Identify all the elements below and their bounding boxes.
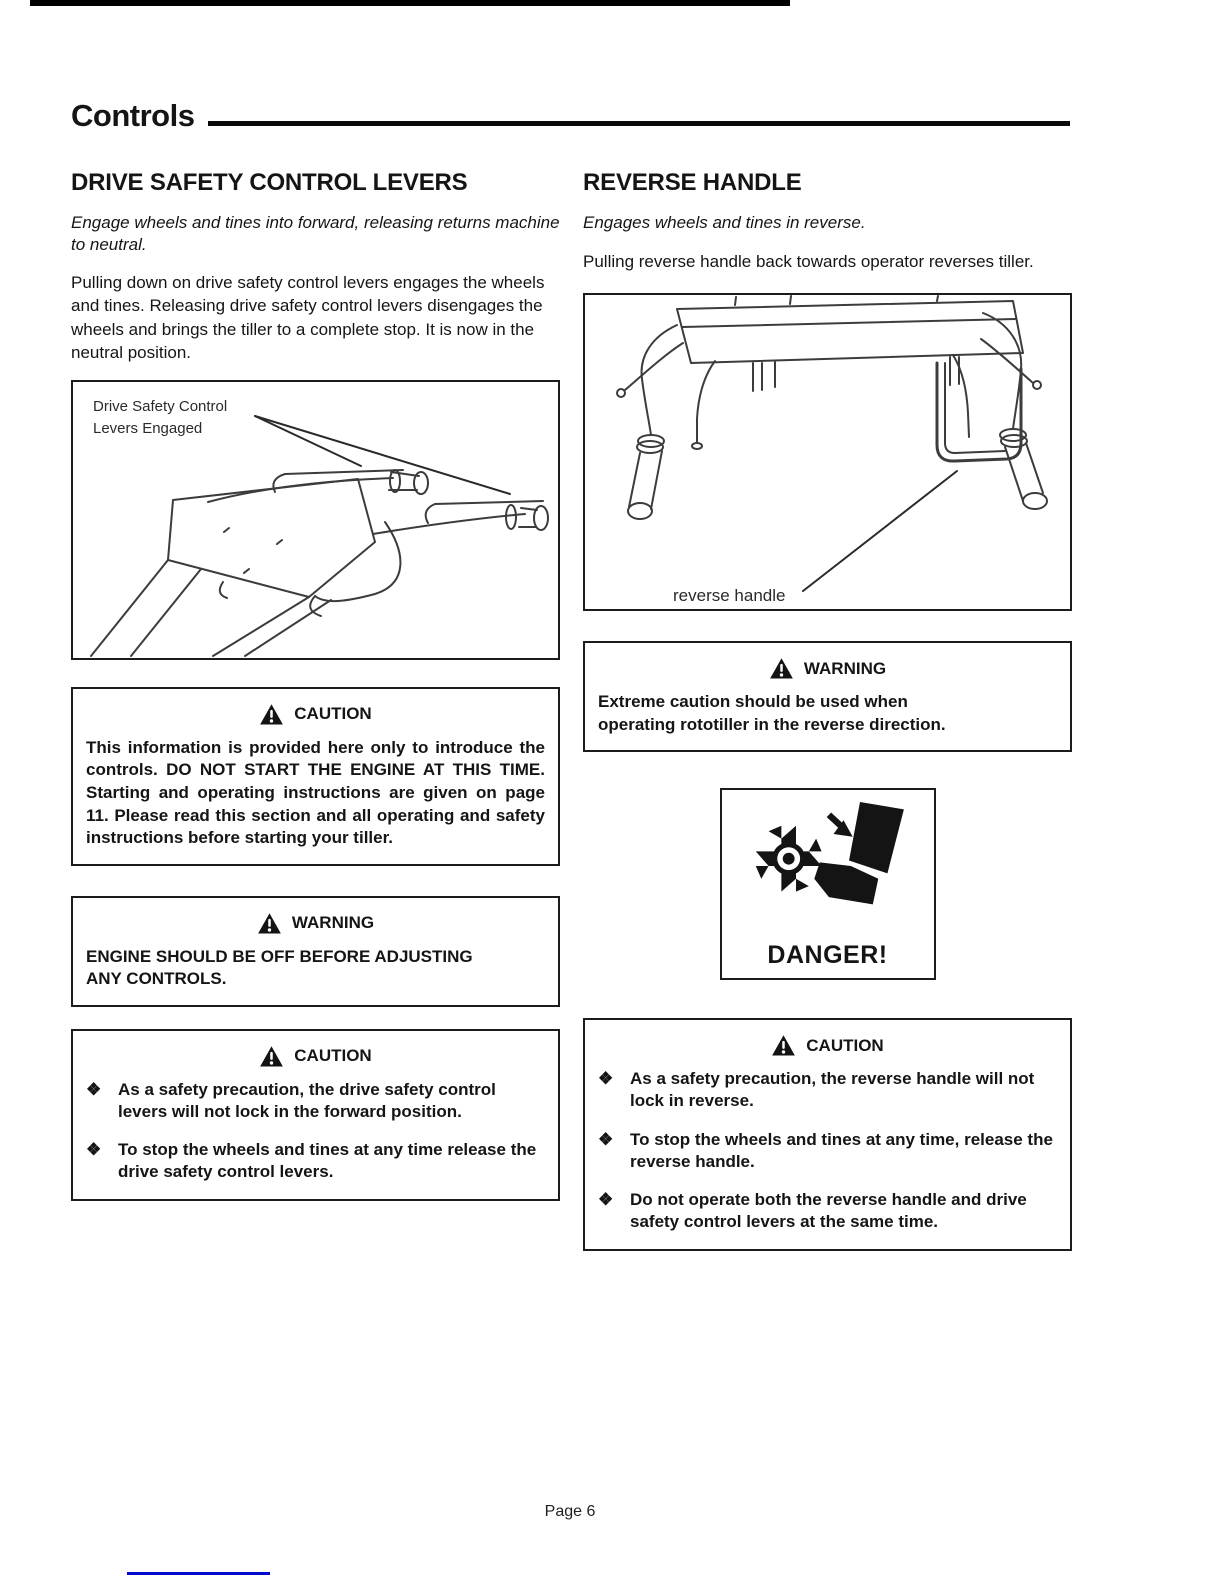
warning-box-reverse [583, 641, 1072, 752]
caution-box-reverse [583, 1018, 1072, 1251]
caution-title: CAUTION [294, 1046, 372, 1066]
bullet-text: To stop the wheels and tines at any time release the drive safety control levers. [118, 1140, 537, 1182]
danger-sign [720, 788, 936, 980]
diamond-bullet-icon: ❖ [598, 1129, 614, 1149]
diamond-bullet-icon: ❖ [86, 1079, 102, 1099]
bullet-text: As a safety precaution, the drive safety control levers will not lock in the forward position. [118, 1079, 496, 1122]
diamond-bullet-icon: ❖ [598, 1189, 614, 1209]
left-intro: Engage wheels and tines into forward, releasing returns machine to neutral. [71, 213, 560, 254]
caution-bullet-item [598, 1068, 1057, 1112]
caution-title: CAUTION [806, 1035, 884, 1055]
figure-label: reverse handle [673, 586, 786, 606]
tine-injury-pictogram-icon [733, 802, 923, 930]
warning-line: ANY CONTROLS. [86, 969, 227, 989]
reverse-handle-illustration [585, 295, 1070, 609]
scan-artifact-bar [30, 0, 790, 6]
danger-label: DANGER! [767, 941, 888, 970]
warning-line: operating rototiller in the reverse direction. [598, 714, 946, 734]
caution-body: This information is provided here only to introduce the controls. DO NOT START THE ENGINE AT THIS TIME. Starting and operating instructions are given on page 11. Please read this section and all operating and safety instructions before starting your tiller. [86, 737, 545, 848]
warning-box-engine-off [71, 896, 560, 1007]
caution-bullet-item [86, 1139, 545, 1183]
caution-header [86, 703, 545, 726]
caution-bullet-item [598, 1129, 1057, 1173]
caution-bullet-list [86, 1079, 545, 1183]
caution-title: CAUTION [294, 704, 372, 724]
caution-bullet-item [86, 1079, 545, 1123]
link-underline-artifact [127, 1572, 270, 1575]
warning-triangle-icon [769, 657, 794, 680]
figure-drive-safety-levers [71, 380, 560, 660]
right-heading: REVERSE HANDLE [583, 169, 802, 196]
right-body: Pulling reverse handle back towards operator reverses tiller. [583, 251, 1034, 271]
figure-label-line2: Levers Engaged [93, 419, 203, 437]
caution-bullet-list [598, 1068, 1057, 1233]
caution-header [598, 1034, 1057, 1057]
caution-header [86, 1045, 545, 1068]
warning-header [86, 912, 545, 935]
warning-title: WARNING [803, 658, 887, 678]
header-rule [208, 121, 1070, 126]
warning-triangle-icon [259, 1045, 284, 1068]
page-title: Controls [71, 98, 195, 133]
bullet-text: As a safety precaution, the reverse handle will not lock in reverse. [630, 1069, 1035, 1111]
danger-sign-wrapper [583, 788, 1072, 980]
warning-line: Extreme caution should be used when [598, 692, 908, 712]
section-header [71, 100, 1070, 131]
bullet-text: To stop the wheels and tines at any time, release the reverse handle. [630, 1129, 1053, 1171]
warning-title: WARNING [291, 913, 375, 933]
bullet-text: Do not operate both the reverse handle and drive safety control levers at the same time. [630, 1189, 1027, 1231]
diamond-bullet-icon: ❖ [598, 1069, 614, 1089]
left-column [71, 170, 560, 1201]
caution-bullet-item [598, 1189, 1057, 1233]
left-body: Pulling down on drive safety control levers engages the wheels and tines. Releasing drive safety control levers disengages the wheels and brings the tiller to a complete stop. It is now in the neutral position. [71, 272, 545, 363]
right-column [583, 170, 1072, 1251]
warning-triangle-icon [771, 1034, 796, 1057]
diamond-bullet-icon: ❖ [86, 1140, 102, 1160]
warning-triangle-icon [259, 703, 284, 726]
caution-box-levers [71, 1029, 560, 1201]
warning-body [598, 691, 1057, 736]
warning-header [598, 657, 1057, 680]
warning-triangle-icon [257, 912, 282, 935]
left-heading: DRIVE SAFETY CONTROL LEVERS [71, 169, 468, 196]
right-intro: Engages wheels and tines in reverse. [583, 213, 866, 233]
warning-body [86, 946, 545, 991]
drive-levers-illustration [73, 382, 558, 658]
figure-label-line1: Drive Safety Control [93, 397, 228, 415]
figure-reverse-handle [583, 293, 1072, 611]
warning-line: ENGINE SHOULD BE OFF BEFORE ADJUSTING [86, 946, 473, 966]
page-number: Page 6 [544, 1503, 596, 1520]
caution-box-intro [71, 687, 560, 866]
